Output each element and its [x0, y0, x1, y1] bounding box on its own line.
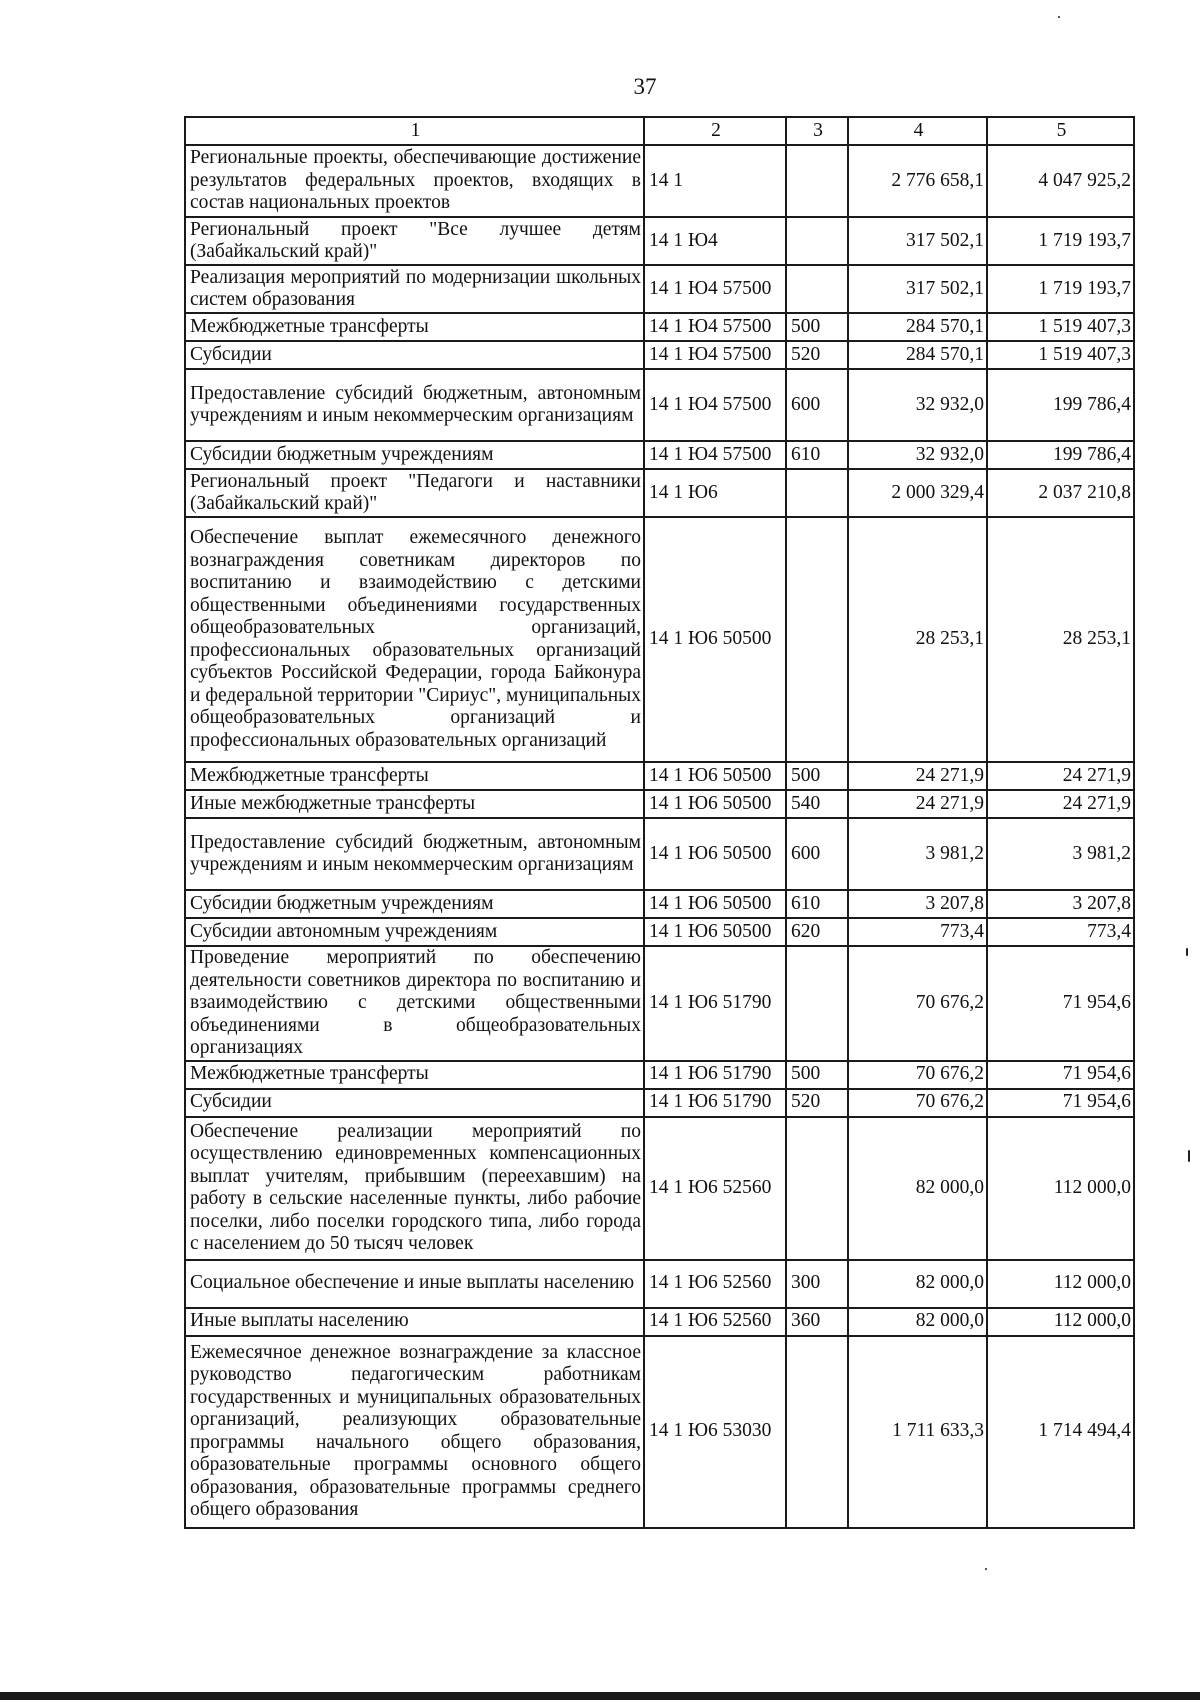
row-value-2024-cell: 2 776 658,1 [848, 145, 987, 217]
row-type-cell [786, 217, 848, 265]
table-row [185, 369, 1134, 441]
row-value-2025-cell: 71 954,6 [987, 1061, 1134, 1089]
row-name-cell: Ежемесячное денежное вознаграждение за классное руководство педагогическим работникам государственных и муниципальных образовательных организаций, реализующих образовательные программы начального общего образования, образовательные программы основного общего образования, образовательные программы среднего общего образования [185, 1336, 644, 1528]
row-name-cell: Региональный проект "Педагоги и наставники (Забайкальский край)" [185, 469, 644, 517]
row-code-cell: 14 1 Ю6 50500 [644, 818, 786, 890]
row-code-cell: 14 1 Ю6 50500 [644, 517, 786, 762]
scan-bottom-edge [0, 1692, 1200, 1700]
row-code-cell: 14 1 Ю6 50500 [644, 918, 786, 946]
row-name-cell: Региональный проект "Все лучшее детям (Забайкальский край)" [185, 217, 644, 265]
row-value-2024-cell: 284 570,1 [848, 313, 987, 341]
row-code-cell: 14 1 Ю6 50500 [644, 762, 786, 790]
table-row [185, 1061, 1134, 1089]
row-name-cell: Субсидии [185, 341, 644, 369]
header-col-5: 5 [987, 117, 1134, 145]
table-row [185, 517, 1134, 762]
table-row [185, 1260, 1134, 1308]
row-code-cell: 14 1 Ю6 52560 [644, 1308, 786, 1336]
row-type-cell: 610 [786, 890, 848, 918]
page-number [0, 74, 1200, 100]
table-row [185, 265, 1134, 313]
table-row [185, 1336, 1134, 1528]
table-row [185, 762, 1134, 790]
row-type-cell [786, 1117, 848, 1260]
row-type-cell: 540 [786, 790, 848, 818]
row-value-2024-cell: 32 932,0 [848, 369, 987, 441]
header-col-1: 1 [185, 117, 644, 145]
row-value-2024-cell: 82 000,0 [848, 1117, 987, 1260]
row-name-cell: Предоставление субсидий бюджетным, автономным учреждениям и иным некоммерческим организациям [185, 818, 644, 890]
row-type-cell: 600 [786, 818, 848, 890]
row-name-cell: Социальное обеспечение и иные выплаты населению [185, 1260, 644, 1308]
row-code-cell: 14 1 Ю4 57500 [644, 313, 786, 341]
row-value-2024-cell: 3 981,2 [848, 818, 987, 890]
row-type-cell: 300 [786, 1260, 848, 1308]
row-value-2025-cell: 112 000,0 [987, 1308, 1134, 1336]
row-name-cell: Субсидии [185, 1089, 644, 1117]
row-code-cell: 14 1 Ю6 51790 [644, 1089, 786, 1117]
scan-speck [985, 1568, 987, 1570]
row-value-2025-cell: 199 786,4 [987, 369, 1134, 441]
row-value-2025-cell: 199 786,4 [987, 441, 1134, 469]
table-row [185, 217, 1134, 265]
row-value-2024-cell: 24 271,9 [848, 762, 987, 790]
row-value-2024-cell: 70 676,2 [848, 946, 987, 1061]
table-row [185, 946, 1134, 1061]
row-code-cell: 14 1 [644, 145, 786, 217]
row-type-cell: 500 [786, 313, 848, 341]
row-name-cell: Обеспечение выплат ежемесячного денежного вознаграждения советникам директоров по воспитанию и взаимодействию с детскими общественными объединениями государственных общеобразовательных организаций, профессиональных образовательных организаций субъектов Российской Федерации, города Байконура и федеральной территории "Сириус", муниципальных общеобразовательных организаций и профессиональных образовательных организаций [185, 517, 644, 762]
row-value-2025-cell: 1 519 407,3 [987, 313, 1134, 341]
row-value-2024-cell: 317 502,1 [848, 217, 987, 265]
row-code-cell: 14 1 Ю6 50500 [644, 890, 786, 918]
scan-speck [1188, 1150, 1190, 1162]
row-name-cell: Межбюджетные трансферты [185, 762, 644, 790]
row-code-cell: 14 1 Ю4 57500 [644, 341, 786, 369]
row-value-2025-cell: 24 271,9 [987, 762, 1134, 790]
row-value-2024-cell: 70 676,2 [848, 1089, 987, 1117]
row-value-2024-cell: 317 502,1 [848, 265, 987, 313]
row-value-2025-cell: 3 207,8 [987, 890, 1134, 918]
row-name-cell: Предоставление субсидий бюджетным, автономным учреждениям и иным некоммерческим организациям [185, 369, 644, 441]
header-col-2: 2 [644, 117, 786, 145]
row-value-2025-cell: 112 000,0 [987, 1117, 1134, 1260]
row-value-2024-cell: 32 932,0 [848, 441, 987, 469]
row-code-cell: 14 1 Ю4 [644, 217, 786, 265]
table-row [185, 313, 1134, 341]
row-value-2024-cell: 3 207,8 [848, 890, 987, 918]
table-row [185, 145, 1134, 217]
row-value-2024-cell: 28 253,1 [848, 517, 987, 762]
row-name-cell: Субсидии бюджетным учреждениям [185, 441, 644, 469]
row-code-cell: 14 1 Ю6 51790 [644, 1061, 786, 1089]
table-body [185, 117, 1134, 1528]
row-value-2025-cell: 1 719 193,7 [987, 265, 1134, 313]
table-row [185, 890, 1134, 918]
row-type-cell [786, 145, 848, 217]
table-row [185, 790, 1134, 818]
row-code-cell: 14 1 Ю4 57500 [644, 369, 786, 441]
row-name-cell: Иные межбюджетные трансферты [185, 790, 644, 818]
row-value-2025-cell: 112 000,0 [987, 1260, 1134, 1308]
row-code-cell: 14 1 Ю6 53030 [644, 1336, 786, 1528]
table-row [185, 441, 1134, 469]
row-type-cell [786, 1336, 848, 1528]
row-value-2025-cell: 71 954,6 [987, 1089, 1134, 1117]
row-type-cell: 620 [786, 918, 848, 946]
table-row [185, 918, 1134, 946]
row-value-2025-cell: 71 954,6 [987, 946, 1134, 1061]
row-type-cell: 600 [786, 369, 848, 441]
row-code-cell: 14 1 Ю4 57500 [644, 265, 786, 313]
row-code-cell: 14 1 Ю6 51790 [644, 946, 786, 1061]
row-value-2024-cell: 82 000,0 [848, 1260, 987, 1308]
row-type-cell: 610 [786, 441, 848, 469]
row-name-cell: Реализация мероприятий по модернизации школьных систем образования [185, 265, 644, 313]
table-row [185, 818, 1134, 890]
row-name-cell: Субсидии бюджетным учреждениям [185, 890, 644, 918]
scan-speck [1186, 948, 1188, 956]
budget-table [184, 116, 1135, 1529]
row-value-2025-cell: 1 519 407,3 [987, 341, 1134, 369]
row-code-cell: 14 1 Ю4 57500 [644, 441, 786, 469]
row-value-2024-cell: 1 711 633,3 [848, 1336, 987, 1528]
row-value-2025-cell: 4 047 925,2 [987, 145, 1134, 217]
table-row [185, 469, 1134, 517]
row-value-2025-cell: 28 253,1 [987, 517, 1134, 762]
row-value-2024-cell: 82 000,0 [848, 1308, 987, 1336]
row-value-2025-cell: 773,4 [987, 918, 1134, 946]
row-value-2025-cell: 24 271,9 [987, 790, 1134, 818]
scan-speck [1058, 16, 1060, 18]
row-name-cell: Межбюджетные трансферты [185, 1061, 644, 1089]
row-name-cell: Обеспечение реализации мероприятий по осуществлению единовременных компенсационных выплат учителям, прибывшим (переехавшим) на работу в сельские населенные пункты, либо рабочие поселки, либо поселки городского типа, либо города с населением до 50 тысяч человек [185, 1117, 644, 1260]
row-value-2025-cell: 1 719 193,7 [987, 217, 1134, 265]
row-type-cell: 520 [786, 341, 848, 369]
row-name-cell: Межбюджетные трансферты [185, 313, 644, 341]
row-type-cell [786, 517, 848, 762]
row-value-2025-cell: 2 037 210,8 [987, 469, 1134, 517]
row-value-2024-cell: 70 676,2 [848, 1061, 987, 1089]
table-row [185, 1117, 1134, 1260]
row-name-cell: Региональные проекты, обеспечивающие достижение результатов федеральных проектов, входящих в состав национальных проектов [185, 145, 644, 217]
row-name-cell: Субсидии автономным учреждениям [185, 918, 644, 946]
row-type-cell [786, 946, 848, 1061]
page-number-text: 37 [633, 74, 657, 99]
row-code-cell: 14 1 Ю6 52560 [644, 1117, 786, 1260]
row-type-cell: 520 [786, 1089, 848, 1117]
row-type-cell [786, 265, 848, 313]
header-col-3: 3 [786, 117, 848, 145]
row-type-cell: 500 [786, 762, 848, 790]
row-value-2024-cell: 773,4 [848, 918, 987, 946]
table-row [185, 1089, 1134, 1117]
row-code-cell: 14 1 Ю6 52560 [644, 1260, 786, 1308]
row-name-cell: Иные выплаты населению [185, 1308, 644, 1336]
row-code-cell: 14 1 Ю6 [644, 469, 786, 517]
row-value-2025-cell: 1 714 494,4 [987, 1336, 1134, 1528]
row-value-2024-cell: 2 000 329,4 [848, 469, 987, 517]
row-name-cell: Проведение мероприятий по обеспечению деятельности советников директора по воспитанию и взаимодействию с детскими общественными объединениями в общеобразовательных организациях [185, 946, 644, 1061]
row-type-cell: 360 [786, 1308, 848, 1336]
row-value-2024-cell: 24 271,9 [848, 790, 987, 818]
header-col-4: 4 [848, 117, 987, 145]
row-type-cell: 500 [786, 1061, 848, 1089]
table-header-row [185, 117, 1134, 145]
table-row [185, 1308, 1134, 1336]
row-type-cell [786, 469, 848, 517]
row-code-cell: 14 1 Ю6 50500 [644, 790, 786, 818]
table-row [185, 341, 1134, 369]
row-value-2024-cell: 284 570,1 [848, 341, 987, 369]
row-value-2025-cell: 3 981,2 [987, 818, 1134, 890]
